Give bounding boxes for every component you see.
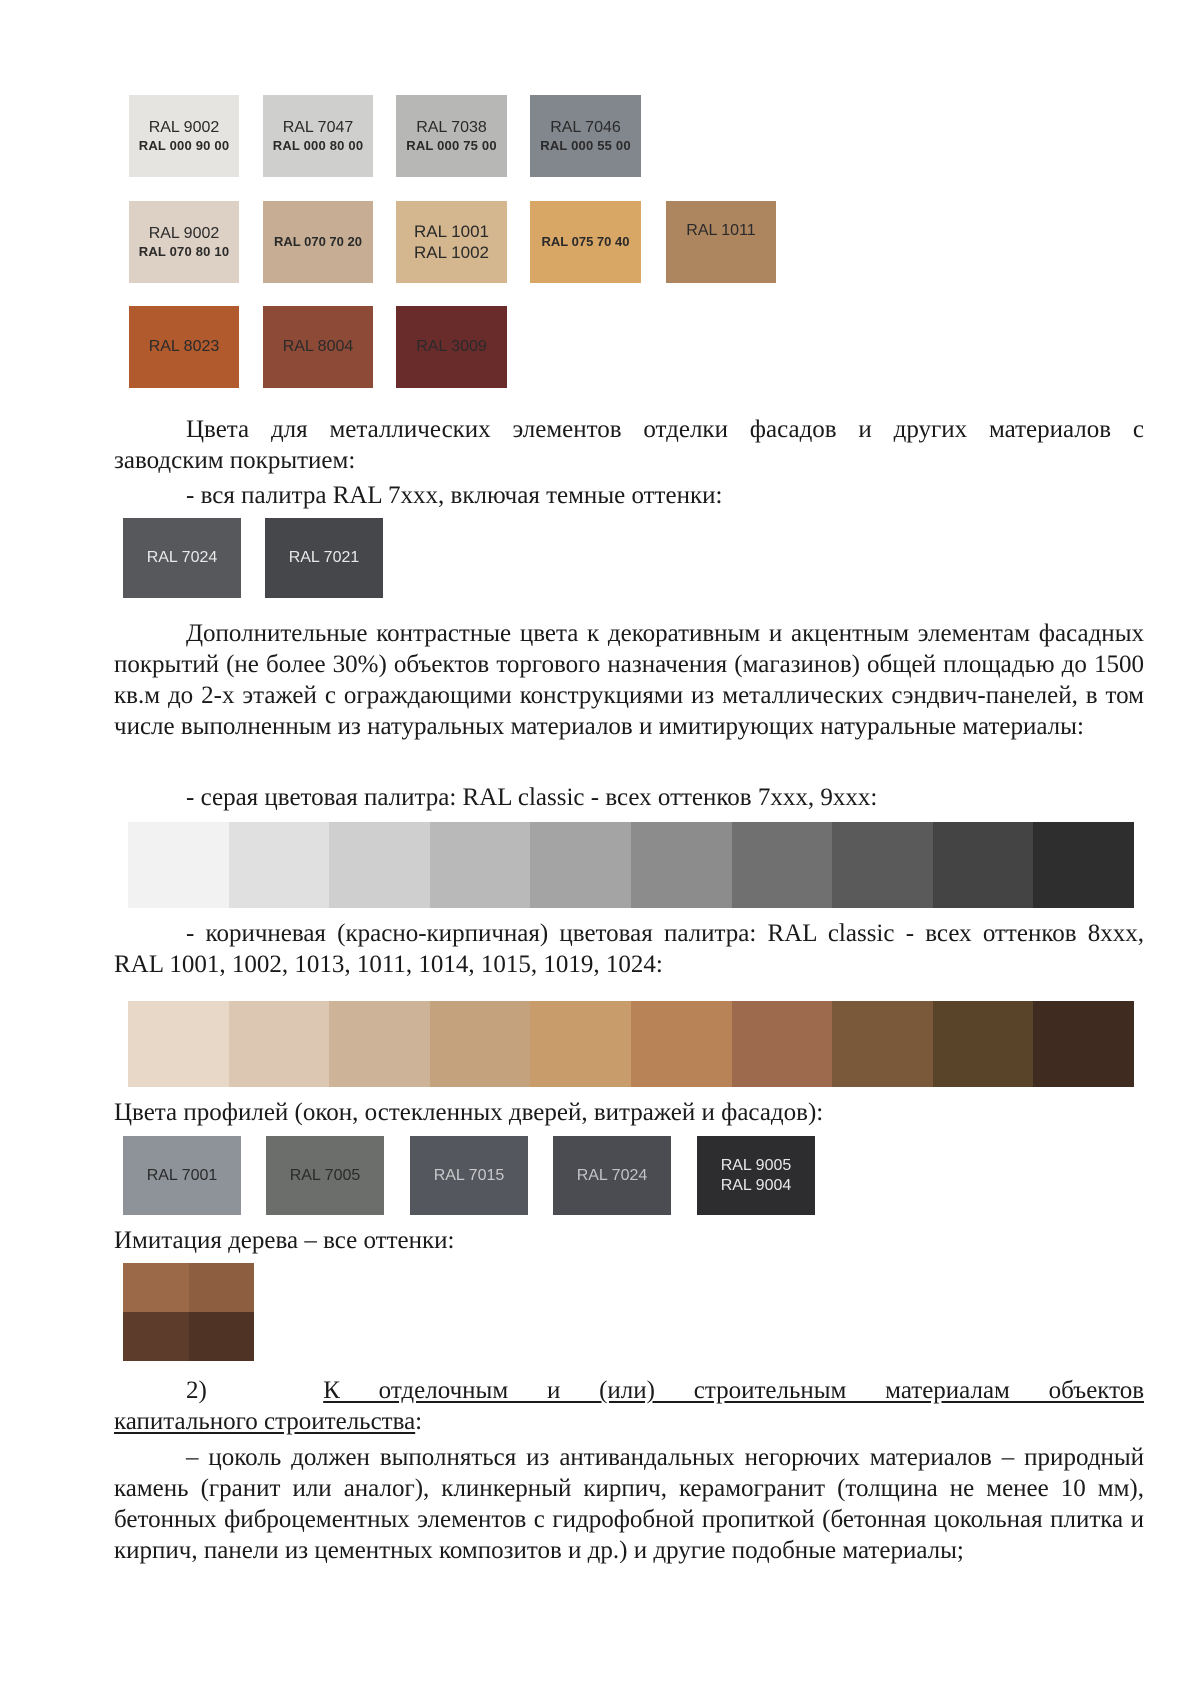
swatch-label-second: RAL 1002	[414, 243, 489, 262]
swatch-ral-7024-dark	[123, 518, 241, 598]
swatch-sublabel: RAL 000 55 00	[540, 137, 631, 153]
wood-texture-sample	[123, 1263, 254, 1361]
profiles-title: Цвета профилей (окон, остекленных дверей, витражей и фасадов):	[114, 1099, 824, 1126]
swatch-label: RAL 7015	[433, 1166, 505, 1184]
swatch-label: RAL 7005	[289, 1166, 361, 1184]
swatch-ral-7024-profile	[553, 1136, 671, 1215]
swatch-sublabel: RAL 000 90 00	[138, 137, 230, 153]
swatch-ral-7038	[396, 95, 507, 177]
gray-palette-bullet: - серая цветовая палитра: RAL classic - всех оттенков 7ххх, 9ххх:	[186, 784, 878, 811]
metal-colors-line2: заводским покрытием:	[114, 447, 356, 474]
swatch-sublabel: RAL 070 80 10	[138, 243, 230, 259]
brown-palette-cell	[732, 1001, 833, 1087]
metal-colors-intro	[114, 414, 1144, 445]
brown-palette-strip	[128, 1001, 1134, 1087]
swatch-ral-070-70-20	[263, 201, 373, 283]
swatch-ral-7046	[530, 95, 641, 177]
brown-palette-cell	[1033, 1001, 1134, 1087]
swatch-sublabel: RAL 000 80 00	[272, 137, 364, 153]
swatch-label: RAL 7046	[550, 118, 621, 136]
section-2-heading	[114, 1375, 1144, 1406]
gray-palette-cell	[229, 822, 330, 908]
gray-palette-cell	[933, 822, 1034, 908]
swatch-ral-9002-neutral	[129, 95, 239, 177]
swatch-ral-7001	[123, 1136, 241, 1215]
gray-palette-cell	[631, 822, 732, 908]
swatch-ral-1011	[666, 201, 776, 283]
swatch-label: RAL 075 70 40	[541, 233, 630, 249]
wood-tile	[189, 1263, 255, 1312]
brown-palette-cell	[832, 1001, 933, 1087]
brown-palette-cell	[631, 1001, 732, 1087]
section-2-heading-line1: К отделочным и (или) строительным материалам объектов	[323, 1377, 1145, 1404]
section-2-number: 2)	[186, 1377, 207, 1404]
swatch-ral-7021	[265, 518, 383, 598]
brown-palette-paragraph: - коричневая (красно-кирпичная) цветовая палитра: RAL classic - всех оттенков 8ххх, RAL 1001, 1002, 1013, 1011, 1014, 1015, 1019, 1024:	[114, 920, 1144, 978]
swatch-label: RAL 7024	[146, 549, 218, 566]
swatch-label: RAL 3009	[416, 338, 487, 355]
swatch-label: RAL 7001	[146, 1166, 218, 1184]
section-2-heading-line2: капитального строительства	[114, 1408, 416, 1435]
swatch-label: RAL 9002	[148, 224, 220, 242]
swatch-ral-7047	[263, 95, 373, 177]
metal-colors-line1: Цвета для металлических элементов отделки фасадов и других материалов с	[186, 416, 1144, 443]
plinth-materials-paragraph: – цоколь должен выполняться из антивандальных негорючих материалов – природный камень (гранит или аналог), клинкерный кирпич, керамогранит (толщина не менее 10 мм), бетонных фиброцементных элементов с гидрофобной пропиткой (бетонная цокольная плитка и кирпич, панели из цементных композитов и др.) и другие подобные материалы;	[114, 1444, 1144, 1564]
swatch-label: RAL 7038	[416, 118, 487, 136]
gray-palette-cell	[430, 822, 531, 908]
swatch-ral-8004	[263, 306, 373, 388]
wood-tile	[123, 1263, 189, 1312]
swatch-label: RAL 7024	[576, 1166, 648, 1184]
wood-tile	[123, 1312, 189, 1361]
swatch-ral-8023	[129, 306, 239, 388]
wood-imitation-title: Имитация дерева – все оттенки:	[114, 1227, 455, 1254]
swatch-ral-7005	[266, 1136, 384, 1215]
swatch-label-second: RAL 9004	[720, 1176, 792, 1194]
brown-palette-cell	[933, 1001, 1034, 1087]
brown-palette-cell	[128, 1001, 229, 1087]
swatch-ral-9005-9004	[697, 1136, 815, 1215]
swatch-label: RAL 8023	[148, 338, 220, 355]
metal-colors-bullet: - вся палитра RAL 7ххх, включая темные оттенки:	[186, 482, 723, 509]
swatch-label: RAL 1001	[414, 221, 489, 241]
gray-palette-cell	[1033, 822, 1134, 908]
contrast-colors-paragraph: Дополнительные контрастные цвета к декоративным и акцентным элементам фасадных покрытий (не более 30%) объектов торгового назначения (магазинов) общей площадью до 1500 кв.м до 2-х этажей с ограждающими конструкциями из металлических сэндвич-панелей, в том числе выполненным из натуральных материалов и имитирующих натуральные материалы:	[114, 620, 1144, 740]
swatch-label: RAL 070 70 20	[274, 233, 362, 249]
gray-palette-cell	[732, 822, 833, 908]
swatch-label: RAL 9005	[720, 1156, 792, 1174]
gray-palette-cell	[329, 822, 430, 908]
brown-palette-cell	[530, 1001, 631, 1087]
swatch-label: RAL 1011	[686, 222, 756, 239]
swatch-label: RAL 7047	[282, 118, 354, 136]
swatch-sublabel: RAL 000 75 00	[406, 137, 497, 153]
brown-palette-cell	[229, 1001, 330, 1087]
gray-palette-cell	[832, 822, 933, 908]
wood-tile	[189, 1312, 255, 1361]
swatch-ral-9002-warm	[129, 201, 239, 283]
brown-palette-cell	[430, 1001, 531, 1087]
brown-palette-cell	[329, 1001, 430, 1087]
swatch-ral-1001-1002	[396, 201, 507, 283]
swatch-ral-7015	[410, 1136, 528, 1215]
swatch-label: RAL 8004	[282, 338, 354, 355]
section-2-colon: :	[415, 1408, 423, 1435]
swatch-label: RAL 9002	[148, 118, 220, 136]
gray-palette-cell	[128, 822, 229, 908]
section-2-heading-line2-wrap	[114, 1406, 422, 1437]
swatch-label: RAL 7021	[288, 549, 360, 566]
gray-palette-strip	[128, 822, 1134, 908]
gray-palette-cell	[530, 822, 631, 908]
swatch-ral-075-70-40	[530, 201, 641, 283]
swatch-ral-3009	[396, 306, 507, 388]
